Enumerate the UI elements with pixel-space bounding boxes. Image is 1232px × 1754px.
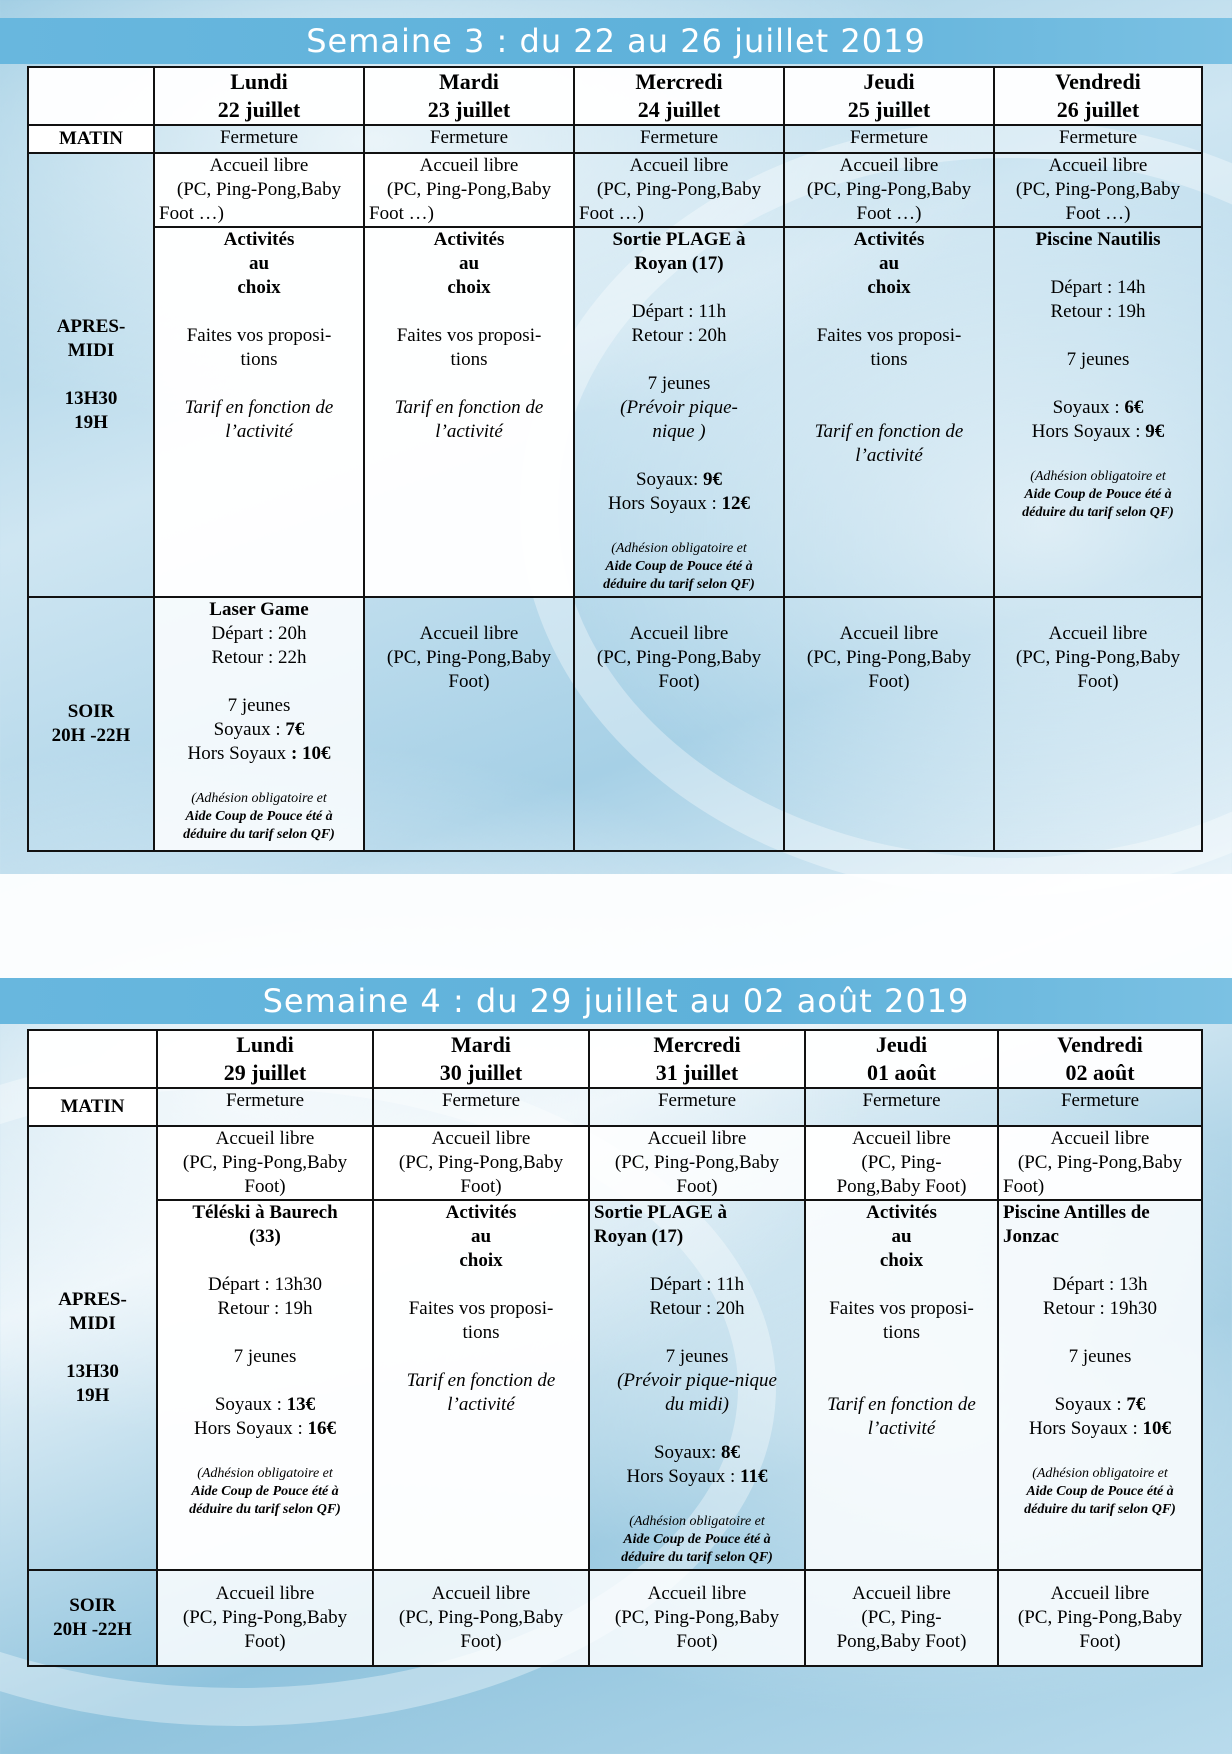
accueil-cell: Accueil libre (PC, Ping-Pong,Baby Foot …) bbox=[574, 153, 784, 227]
accueil-cell: Accueil libre (PC, Ping- Pong,Baby Foot) bbox=[805, 1126, 998, 1200]
soir-cell: Accueil libre (PC, Ping- Pong,Baby Foot) bbox=[805, 1570, 998, 1666]
soir-row bbox=[28, 1570, 1202, 1666]
activity-cell: Activités au choix Faites vos proposi- tions Tarif en fonction de l’activité bbox=[784, 227, 994, 597]
day-header: Vendredi 02 août bbox=[998, 1030, 1202, 1088]
matin-cell: Fermeture bbox=[373, 1088, 589, 1126]
day-header-row bbox=[28, 67, 1202, 125]
accueil-cell: Accueil libre (PC, Ping-Pong,Baby Foot …) bbox=[994, 153, 1202, 227]
soir-cell: Accueil libre (PC, Ping-Pong,Baby Foot) bbox=[373, 1570, 589, 1666]
accueil-cell: Accueil libre (PC, Ping-Pong,Baby Foot) bbox=[998, 1126, 1202, 1200]
matin-cell: Fermeture bbox=[157, 1088, 373, 1126]
soir-cell: Accueil libre (PC, Ping-Pong,Baby Foot) bbox=[998, 1570, 1202, 1666]
accueil-row bbox=[28, 153, 1202, 227]
soir-cell: Accueil libre (PC, Ping-Pong,Baby Foot) bbox=[994, 597, 1202, 851]
soir-cell: Accueil libre (PC, Ping-Pong,Baby Foot) bbox=[157, 1570, 373, 1666]
accueil-cell: Accueil libre (PC, Ping-Pong,Baby Foot) bbox=[157, 1126, 373, 1200]
matin-row bbox=[28, 125, 1202, 153]
day-header: Lundi 22 juillet bbox=[154, 67, 364, 125]
week-3-schedule bbox=[27, 66, 1203, 852]
week-title: Semaine 4 : du 29 juillet au 02 août 2019 bbox=[0, 978, 1232, 1024]
accueil-cell: Accueil libre (PC, Ping-Pong,Baby Foot …) bbox=[154, 153, 364, 227]
matin-cell: Fermeture bbox=[154, 125, 364, 153]
corner-cell bbox=[28, 67, 154, 125]
day-header: Mercredi 31 juillet bbox=[589, 1030, 805, 1088]
matin-cell: Fermeture bbox=[994, 125, 1202, 153]
accueil-row bbox=[28, 1126, 1202, 1200]
matin-cell: Fermeture bbox=[784, 125, 994, 153]
matin-cell: Fermeture bbox=[574, 125, 784, 153]
accueil-cell: Accueil libre (PC, Ping-Pong,Baby Foot …) bbox=[784, 153, 994, 227]
soir-row bbox=[28, 597, 1202, 851]
week-title: Semaine 3 : du 22 au 26 juillet 2019 bbox=[0, 18, 1232, 64]
soir-cell: Accueil libre (PC, Ping-Pong,Baby Foot) bbox=[784, 597, 994, 851]
accueil-cell: Accueil libre (PC, Ping-Pong,Baby Foot …) bbox=[364, 153, 574, 227]
activity-cell: Activités au choix Faites vos proposi- tions Tarif en fonction de l’activité bbox=[364, 227, 574, 597]
row-label: MATIN bbox=[28, 1088, 157, 1126]
day-header-row bbox=[28, 1030, 1202, 1088]
white-band bbox=[0, 874, 1232, 978]
soir-cell: Laser Game Départ : 20h Retour : 22h 7 jeunes Soyaux : 7€ Hors Soyaux : 10€ (Adhésion obligatoire et Aide Coup de Pouce été à déduire du tarif selon QF) bbox=[154, 597, 364, 851]
activity-cell: Activités au choix Faites vos proposi- tions Tarif en fonction de l’activité bbox=[805, 1200, 998, 1570]
activity-cell: Activités au choix Faites vos proposi- tions Tarif en fonction de l’activité bbox=[154, 227, 364, 597]
soir-cell: Accueil libre (PC, Ping-Pong,Baby Foot) bbox=[589, 1570, 805, 1666]
matin-cell: Fermeture bbox=[805, 1088, 998, 1126]
accueil-cell: Accueil libre (PC, Ping-Pong,Baby Foot) bbox=[589, 1126, 805, 1200]
row-label: SOIR 20H -22H bbox=[28, 597, 154, 851]
activity-cell: Piscine Nautilis Départ : 14h Retour : 19h 7 jeunes Soyaux : 6€ Hors Soyaux : 9€ (Adhésion obligatoire et Aide Coup de Pouce été à déduire du tarif selon QF) bbox=[994, 227, 1202, 597]
soir-cell: Accueil libre (PC, Ping-Pong,Baby Foot) bbox=[364, 597, 574, 851]
day-header: Mardi 23 juillet bbox=[364, 67, 574, 125]
activity-row bbox=[28, 227, 1202, 597]
day-header: Mardi 30 juillet bbox=[373, 1030, 589, 1088]
day-header: Lundi 29 juillet bbox=[157, 1030, 373, 1088]
matin-cell: Fermeture bbox=[589, 1088, 805, 1126]
activity-cell: Téléski à Baurech (33) Départ : 13h30 Retour : 19h 7 jeunes Soyaux : 13€ Hors Soyaux : 16€ (Adhésion obligatoire et Aide Coup de Pouce été à déduire du tarif selon QF) bbox=[157, 1200, 373, 1570]
activity-cell: Sortie PLAGE à Royan (17) Départ : 11h Retour : 20h 7 jeunes (Prévoir pique- nique ) Soyaux: 9€ Hors Soyaux : 12€ (Adhésion obligatoire et Aide Coup de Pouce été à déduire du tarif selon QF) bbox=[574, 227, 784, 597]
row-label: APRES- MIDI 13H30 19H bbox=[28, 1126, 157, 1570]
day-header: Jeudi 01 août bbox=[805, 1030, 998, 1088]
soir-cell: Accueil libre (PC, Ping-Pong,Baby Foot) bbox=[574, 597, 784, 851]
accueil-cell: Accueil libre (PC, Ping-Pong,Baby Foot) bbox=[373, 1126, 589, 1200]
corner-cell bbox=[28, 1030, 157, 1088]
row-label: MATIN bbox=[28, 125, 154, 153]
row-label: APRES- MIDI 13H30 19H bbox=[28, 153, 154, 597]
week-4-schedule bbox=[27, 1029, 1203, 1667]
day-header: Jeudi 25 juillet bbox=[784, 67, 994, 125]
matin-cell: Fermeture bbox=[364, 125, 574, 153]
activity-row bbox=[28, 1200, 1202, 1570]
activity-cell: Piscine Antilles de Jonzac Départ : 13h Retour : 19h30 7 jeunes Soyaux : 7€ Hors Soyaux : 10€ (Adhésion obligatoire et Aide Coup de Pouce été à déduire du tarif selon QF) bbox=[998, 1200, 1202, 1570]
matin-row bbox=[28, 1088, 1202, 1126]
day-header: Vendredi 26 juillet bbox=[994, 67, 1202, 125]
day-header: Mercredi 24 juillet bbox=[574, 67, 784, 125]
activity-cell: Activités au choix Faites vos proposi- tions Tarif en fonction de l’activité bbox=[373, 1200, 589, 1570]
matin-cell: Fermeture bbox=[998, 1088, 1202, 1126]
activity-cell: Sortie PLAGE à Royan (17) Départ : 11h Retour : 20h 7 jeunes (Prévoir pique-nique du midi) Soyaux: 8€ Hors Soyaux : 11€ (Adhésion obligatoire et Aide Coup de Pouce été à déduire du tarif selon QF) bbox=[589, 1200, 805, 1570]
row-label: SOIR 20H -22H bbox=[28, 1570, 157, 1666]
